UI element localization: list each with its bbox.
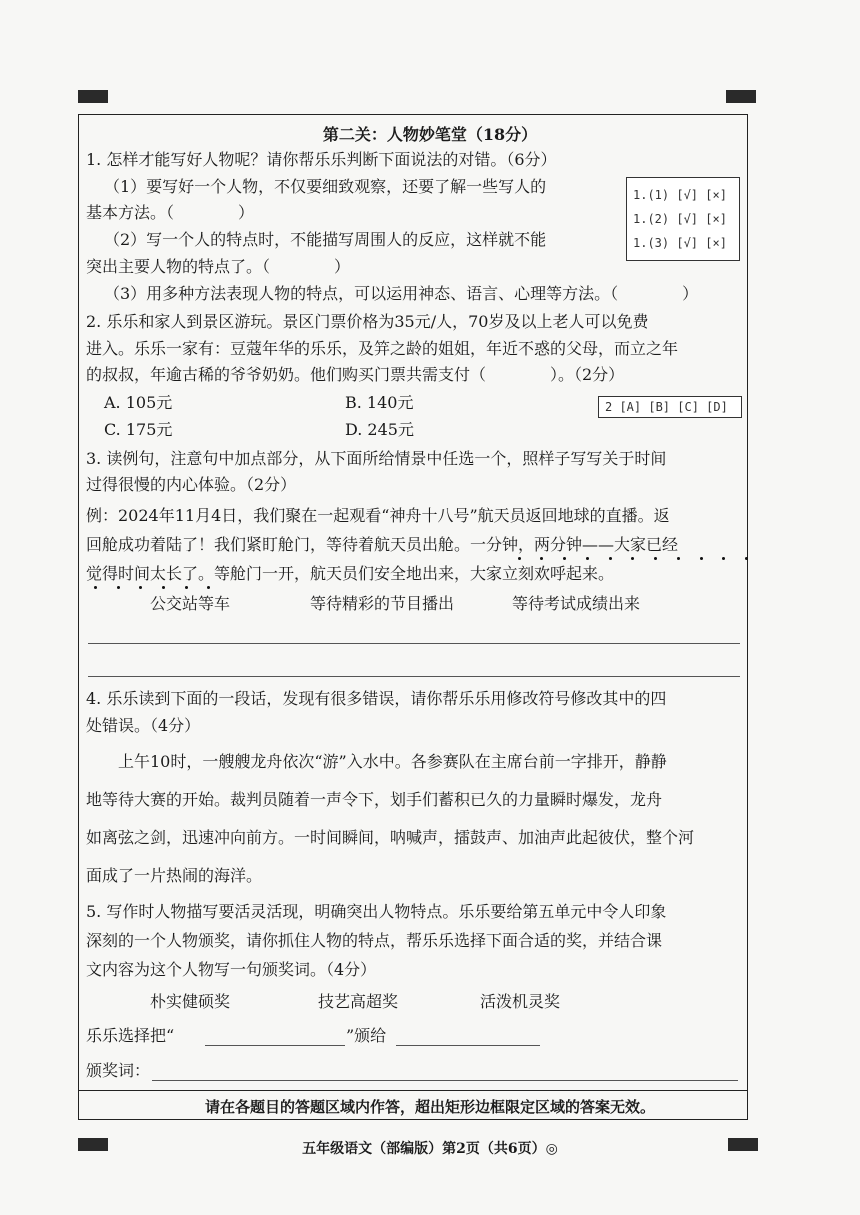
q1-statement-1: （1）要写好一个人物，不仅要细致观察，还要了解一些写人的 [104,177,547,196]
emphasis-dot [207,586,210,589]
registration-mark [78,90,108,103]
q2-stem-line3[interactable]: 的叔叔，年逾古稀的爷爷奶奶。他们购买门票共需支付（ ）。（2分） [86,365,625,384]
q5-award-3: 活泼机灵奖 [480,992,561,1011]
q3-example-line2: 回舱成功着陆了！我们紧盯舱门，等待着航天员出舱。一分钟，两分钟——大家已经 [86,535,679,554]
q1-statement-3[interactable]: （3）用多种方法表现人物的特点，可以运用神态、语言、心理等方法。（ ） [104,284,699,303]
q2-option-a: A. 105元 [104,393,173,412]
emphasis-dot [722,557,725,560]
emphasis-dot [94,586,97,589]
q3-answer-line-1[interactable] [88,643,740,644]
q2-answer-box[interactable]: 2 [A] [B] [C] [D] [598,396,742,418]
q3-scene-1: 公交站等车 [150,594,231,613]
registration-mark [726,90,756,103]
q4-stem-line1: 4. 乐乐读到下面的一段话，发现有很多错误，请你帮乐乐用修改符号修改其中的四 [86,689,667,708]
q3-stem-line2: 过得很慢的内心体验。（2分） [86,475,297,494]
emphasis-dot [563,557,566,560]
q2-option-b: B. 140元 [345,393,414,412]
q3-stem-line1: 3. 读例句，注意句中加点部分，从下面所给情景中任选一个，照样子写写关于时间 [86,449,667,468]
emphasis-dot [162,586,165,589]
q2-stem-line2: 进入。乐乐一家有：豆蔻年华的乐乐，及笄之龄的姐姐，年近不惑的父母，而立之年 [86,339,679,358]
q5-award-1: 朴实健硕奖 [150,992,231,1011]
q5-choose-mid: ”颁给 [346,1026,387,1045]
q1-answer-1[interactable]: 1.(1) [√] [×] [633,188,727,202]
emphasis-dot [139,586,142,589]
q5-stem-line2: 深刻的一个人物颁奖，请你抓住人物的特点，帮乐乐选择下面合适的奖，并结合课 [86,931,663,950]
q1-statement-2: （2）写一个人的特点时，不能描写周围人的反应，这样就不能 [104,230,547,249]
section-title: 第二关：人物妙笔堂（18分） [322,125,538,144]
q4-paragraph-line3[interactable]: 如离弦之剑，迅速冲向前方。一时间瞬间，呐喊声，擂鼓声、加油声此起彼伏，整个河 [86,828,695,847]
q3-scene-2: 等待精彩的节目播出 [310,594,455,613]
page-footer: 五年级语文（部编版）第2页（共6页）◎ [302,1141,558,1157]
q5-stem-line1: 5. 写作时人物描写要活灵活现，明确突出人物特点。乐乐要给第五单元中令人印象 [86,902,667,921]
emphasis-dot [586,557,589,560]
emphasis-dot [540,557,543,560]
emphasis-dot [654,557,657,560]
q2-option-d: D. 245元 [345,420,414,439]
q2-option-c: C. 175元 [104,420,173,439]
emphasis-dot [609,557,612,560]
notice-text: 请在各题目的答题区域内作答，超出矩形边框限定区域的答案无效。 [204,1098,655,1116]
q1-answer-3[interactable]: 1.(3) [√] [×] [633,236,727,250]
q1-answer-2[interactable]: 1.(2) [√] [×] [633,212,727,226]
q1-statement-2-cont[interactable]: 突出主要人物的特点了。（ ） [86,257,351,276]
q1-answer-box[interactable] [626,177,740,261]
q1-stem: 1. 怎样才能写好人物呢？请你帮乐乐判断下面说法的对错。（6分） [86,150,557,169]
q3-scene-3: 等待考试成绩出来 [512,594,641,613]
q3-answer-line-2[interactable] [88,676,740,677]
q1-statement-1-cont[interactable]: 基本方法。（ ） [86,203,255,222]
q5-speech-blank[interactable] [152,1080,738,1081]
q4-paragraph-line1[interactable]: 上午10时，一艘艘龙舟依次“游”入水中。各参赛队在主席台前一字排开，静静 [118,752,667,771]
q5-person-blank[interactable] [396,1045,540,1046]
emphasis-dot [631,557,634,560]
q4-paragraph-line2[interactable]: 地等待大赛的开始。裁判员随着一声令下，划手们蓄积已久的力量瞬时爆发，龙舟 [86,790,663,809]
emphasis-dot [745,557,748,560]
q3-example-line3: 觉得时间太长了。等舱门一开，航天员们安全地出来，大家立刻欢呼起来。 [86,564,615,583]
q4-paragraph-line4[interactable]: 面成了一片热闹的海洋。 [86,866,263,885]
q5-award-2: 技艺高超奖 [318,992,399,1011]
q5-stem-line3: 文内容为这个人物写一句颁奖词。（4分） [86,960,377,979]
emphasis-dot [700,557,703,560]
emphasis-dot [185,586,188,589]
emphasis-dot [518,557,521,560]
q5-award-blank[interactable] [205,1045,345,1046]
notice-separator [78,1090,748,1091]
emphasis-dot [117,586,120,589]
emphasis-dot [677,557,680,560]
q3-example-line1: 例：2024年11月4日，我们聚在一起观看“神舟十八号”航天员返回地球的直播。返 [86,506,670,525]
q2-stem-line1: 2. 乐乐和家人到景区游玩。景区门票价格为35元/人，70岁及以上老人可以免费 [86,312,649,331]
q5-choose-prefix: 乐乐选择把“ [86,1026,175,1045]
q4-stem-line2: 处错误。（4分） [86,716,201,735]
q5-speech-label: 颁奖词： [86,1061,151,1080]
